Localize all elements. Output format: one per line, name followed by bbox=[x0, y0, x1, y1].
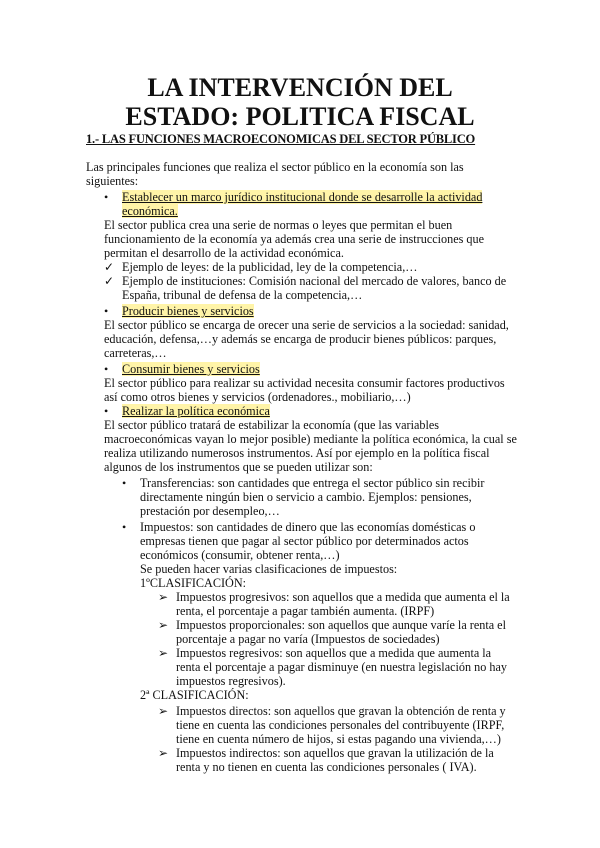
bullet-dot-icon: • bbox=[104, 404, 109, 418]
list-item: Impuestos progresivos: son aquellos que a medida que aumenta el la bbox=[176, 590, 510, 604]
list-item: Impuestos: son cantidades de dinero que las economías domésticas o bbox=[140, 520, 476, 534]
list-item: renta, el porcentaje a pagar también aumenta. (IRPF) bbox=[176, 604, 435, 618]
paragraph-line: El sector público se encarga de orecer una serie de servicios a la sociedad: sanidad, bbox=[104, 318, 509, 332]
paragraph-line: realiza utilizando numerosos instrumentos. Así por ejemplo en la política fiscal bbox=[104, 446, 490, 460]
bullet-dot-icon: • bbox=[104, 190, 109, 204]
paragraph-line: algunos de los instrumentos que se pueden utilizar son: bbox=[104, 460, 373, 474]
list-item: Impuestos indirectos: son aquellos que gravan la utilización de la bbox=[176, 746, 494, 760]
list-item: Ejemplo de instituciones: Comisión nacional del mercado de valores, banco de bbox=[122, 274, 507, 288]
paragraph-line: carreteras,… bbox=[104, 346, 167, 360]
list-item: renta y no tienen en cuenta las condiciones personales ( IVA). bbox=[176, 760, 477, 774]
paragraph-line: siguientes: bbox=[86, 174, 139, 188]
list-item: España, tribunal de defensa de la competencia,… bbox=[122, 288, 363, 302]
list-item: renta el porcentaje a pagar disminuye (en nuestra legislación no hay bbox=[176, 660, 507, 674]
arrow-bullet-icon: ➢ bbox=[158, 746, 169, 760]
list-item: tiene en cuenta las condiciones personales del contribuyente (IRPF, bbox=[176, 718, 505, 732]
list-item: prestación por desempleo,… bbox=[140, 504, 280, 518]
list-item: Producir bienes y servicios bbox=[122, 304, 254, 318]
list-item: Se pueden hacer varias clasificaciones de impuestos: bbox=[140, 562, 398, 576]
paragraph-line: El sector público tratará de estabilizar la economía (que las variables bbox=[104, 418, 440, 432]
list-item: tiene en cuenta número de hijos, si estas pagando una vivienda,…) bbox=[176, 732, 501, 746]
paragraph-line: Las principales funciones que realiza el sector público en la economía son las bbox=[86, 160, 464, 174]
checkmark-icon: ✓ bbox=[104, 274, 115, 288]
section-heading: 1.- LAS FUNCIONES MACROECONOMICAS DEL SECTOR PÚBLICO bbox=[86, 132, 476, 146]
list-item: directamente ningún bien o servicio a cambio. Ejemplos: pensiones, bbox=[140, 490, 472, 504]
paragraph-line: El sector publica crea una serie de normas o leyes que permitan el buen bbox=[104, 218, 453, 232]
list-item: Consumir bienes y servicios bbox=[122, 362, 260, 376]
list-item: Ejemplo de leyes: de la publicidad, ley de la competencia,… bbox=[122, 260, 418, 274]
paragraph-line: educación, defensa,…y además se encarga de producir bienes públicos: parques, bbox=[104, 332, 497, 346]
bullet-dot-icon: • bbox=[104, 362, 109, 376]
list-item: Impuestos proporcionales: son aquellos que aunque varíe la renta el bbox=[176, 618, 506, 632]
list-item: Impuestos directos: son aquellos que gravan la obtención de renta y bbox=[176, 704, 506, 718]
classification-label: 1ºCLASIFICACIÓN: bbox=[140, 576, 247, 590]
list-item: económica. bbox=[122, 204, 178, 218]
bullet-dot-icon: • bbox=[104, 304, 109, 318]
arrow-bullet-icon: ➢ bbox=[158, 646, 169, 660]
page-title: LA INTERVENCIÓN DEL bbox=[147, 73, 453, 102]
paragraph-line: El sector público para realizar su actividad necesita consumir factores productivos bbox=[104, 376, 505, 390]
bullet-dot-icon: • bbox=[122, 476, 127, 490]
list-item: empresas tienen que pagar al sector público por determinados actos bbox=[140, 534, 469, 548]
paragraph-line: así como otros bienes y servicios (ordenadores., mobiliario,…) bbox=[104, 390, 411, 404]
list-item: Realizar la política económica bbox=[122, 404, 270, 418]
paragraph-line: macroeconómicas vayan lo mejor posible) mediante la política económica, la cual se bbox=[104, 432, 517, 446]
list-item: Establecer un marco jurídico institucional donde se desarrolle la actividad bbox=[122, 190, 483, 204]
paragraph-line: funcionamiento de la economía ya además crea una serie de instrucciones que bbox=[104, 232, 485, 246]
bullet-dot-icon: • bbox=[122, 520, 127, 534]
arrow-bullet-icon: ➢ bbox=[158, 704, 169, 718]
arrow-bullet-icon: ➢ bbox=[158, 618, 169, 632]
classification-label: 2ª CLASIFICACIÓN: bbox=[140, 688, 249, 702]
arrow-bullet-icon: ➢ bbox=[158, 590, 169, 604]
list-item: impuestos regresivos). bbox=[176, 674, 286, 688]
list-item: Transferencias: son cantidades que entrega el sector público sin recibir bbox=[140, 476, 485, 490]
list-item: porcentaje a pagar no varía (Impuestos de sociedades) bbox=[176, 632, 440, 646]
list-item: económicos (consumir, obtener renta,…) bbox=[140, 548, 340, 562]
list-item: Impuestos regresivos: son aquellos que a medida que aumenta la bbox=[176, 646, 492, 660]
checkmark-icon: ✓ bbox=[104, 260, 115, 274]
page-title: ESTADO: POLITICA FISCAL bbox=[125, 102, 475, 131]
paragraph-line: permitan el desarrollo de la actividad económica. bbox=[104, 246, 344, 260]
